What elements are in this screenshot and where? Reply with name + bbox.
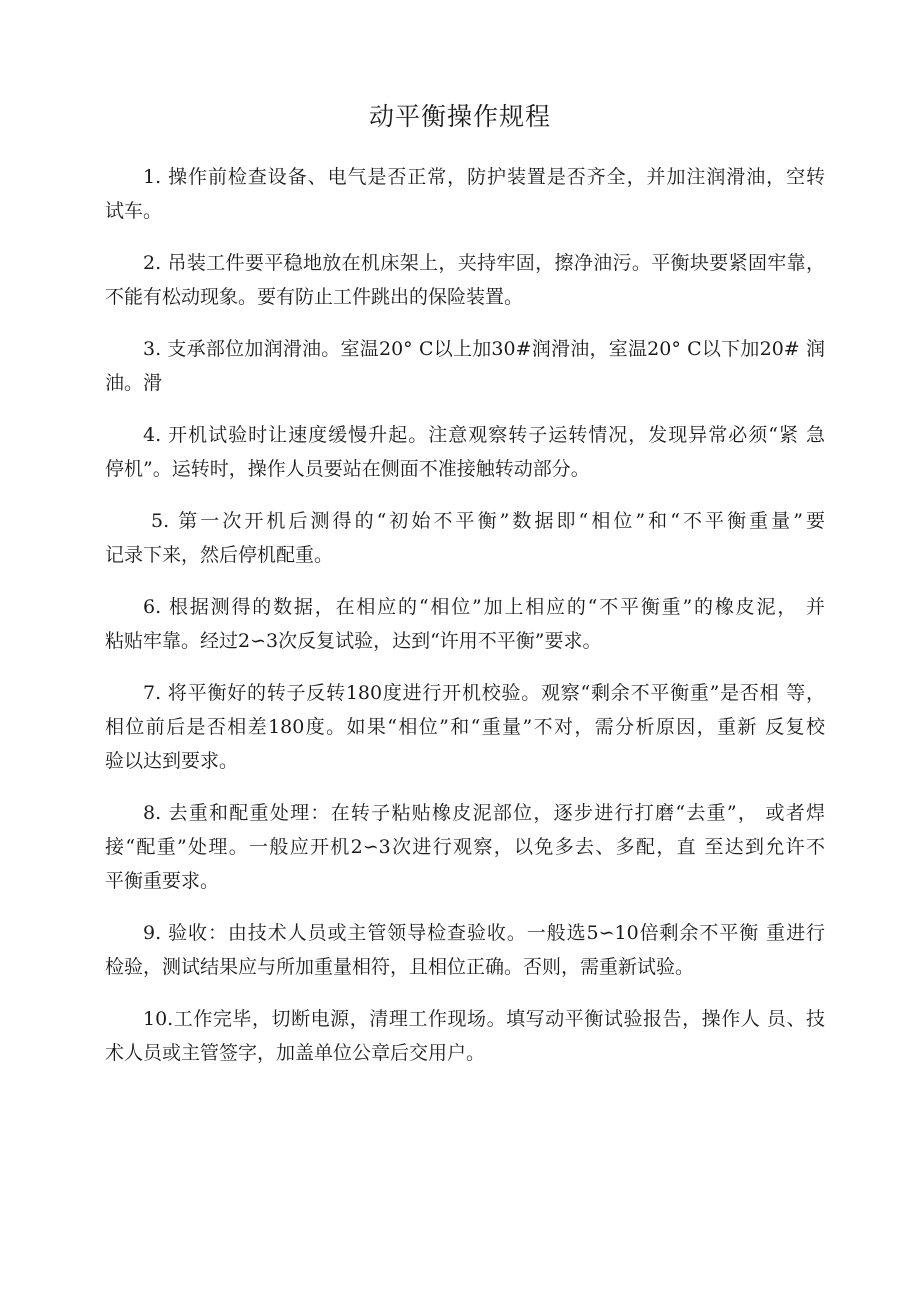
step-line: 平衡重要求。 <box>105 870 220 892</box>
step-line: 不能有松动现象。要有防止工件跳出的保险装置。 <box>105 286 524 308</box>
procedure-step-10 <box>105 1002 825 1070</box>
step-line: 检验，测试结果应与所加重量相符，且相位正确。否则，需重新试验。 <box>105 956 695 978</box>
procedure-step-2 <box>105 246 825 314</box>
step-line: 10.工作完毕，切断电源，清理工作现场。填写动平衡试验报告，操作人 员、技 <box>143 1008 825 1030</box>
procedure-step-7 <box>105 676 825 778</box>
step-line: 2. 吊装工件要平稳地放在机床架上，夹持牢固，擦净油污。平衡块要紧固牢靠， <box>143 252 825 274</box>
step-line: 6. 根据测得的数据，在相应的“相位”加上相应的“不平衡重”的橡皮泥， 并 <box>143 596 825 618</box>
step-line: 相位前后是否相差180度。如果“相位”和“重量”不对，需分析原因，重新 反复校 <box>105 716 825 738</box>
step-line: 接“配重”处理。一般应开机2∽3次进行观察，以免多去、多配，直 至达到允许不 <box>105 836 825 858</box>
document-title: 动平衡操作规程 <box>368 102 551 131</box>
step-line: 验以达到要求。 <box>105 750 239 772</box>
step-line: 术人员或主管签字，加盖单位公章后交用户。 <box>105 1042 486 1064</box>
procedure-step-8 <box>105 796 825 898</box>
step-line: 7. 将平衡好的转子反转180度进行开机校验。观察“剩余不平衡重”是否相 等， <box>143 682 825 704</box>
procedure-step-9 <box>105 916 825 984</box>
step-line: 停机”。运转时，操作人员要站在侧面不准接触转动部分。 <box>105 458 590 480</box>
step-line: 4. 开机试验时让速度缓慢升起。注意观察转子运转情况，发现异常必须“紧 急 <box>143 424 825 446</box>
step-line: 1. 操作前检查设备、电气是否正常，防护装置是否齐全，并加注润滑油，空转 <box>143 166 825 188</box>
procedure-step-1 <box>105 160 825 228</box>
document-body <box>105 160 825 1088</box>
procedure-step-6 <box>105 590 825 658</box>
procedure-step-5 <box>105 504 825 572</box>
step-line: 5. 第一次开机后测得的“初始不平衡”数据即“相位”和“不平衡重量”要 <box>151 510 825 532</box>
step-line: 油。 <box>105 372 144 394</box>
step-line: 粘贴牢靠。经过2∽3次反复试验，达到“许用不平衡”要求。 <box>105 630 602 652</box>
step-line: 8. 去重和配重处理：在转子粘贴橡皮泥部位，逐步进行打磨“去重”， 或者焊 <box>143 802 825 824</box>
step-line: 记录下来，然后停机配重。 <box>105 544 334 566</box>
step-line: 试车。 <box>105 200 163 222</box>
procedure-step-4 <box>105 418 825 486</box>
step-line: 3. 支承部位加润滑油。室温20° C以上加30#润滑油，室温20° C以下加20# 润滑 <box>143 338 825 394</box>
step-line: 9. 验收：由技术人员或主管领导检查验收。一般选5∽10倍剩余不平衡 重进行 <box>143 922 825 944</box>
procedure-step-3 <box>105 332 825 400</box>
